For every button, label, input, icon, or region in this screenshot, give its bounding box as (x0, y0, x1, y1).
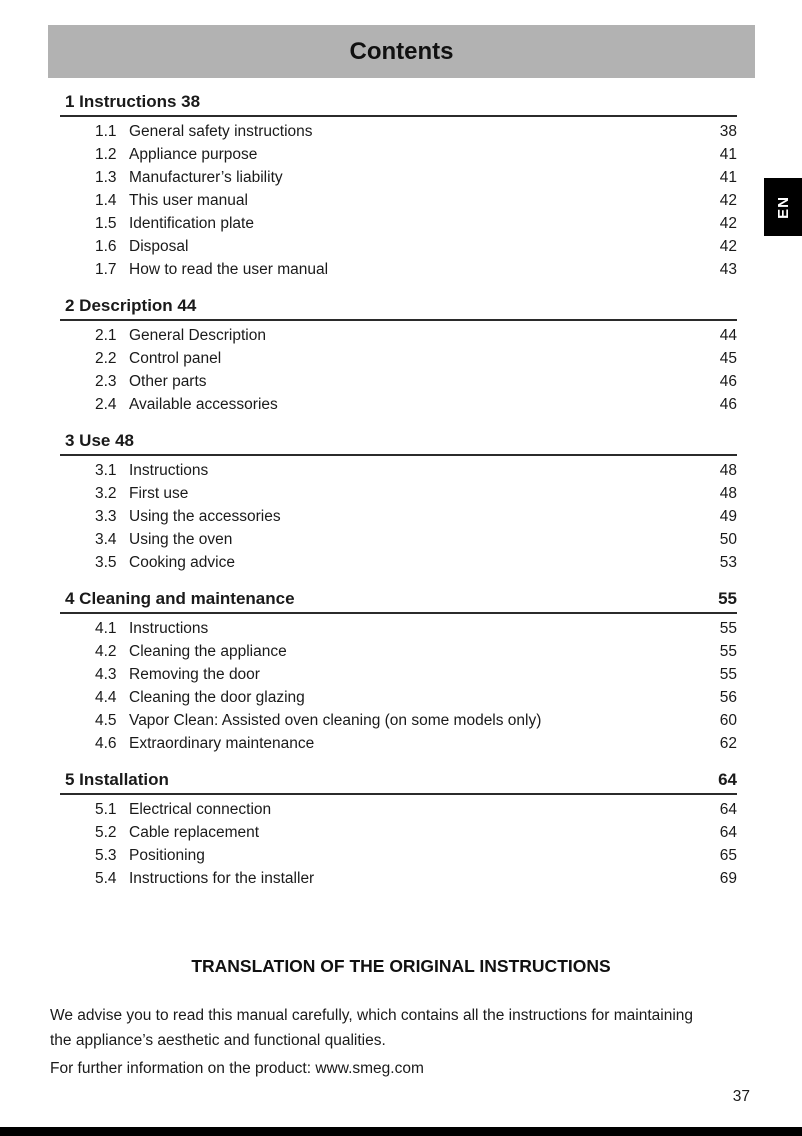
entry-page-number: 44 (719, 327, 737, 344)
entry-title: Appliance purpose (129, 146, 258, 163)
entry-title: Cable replacement (129, 824, 260, 841)
toc-section (60, 90, 737, 281)
toc-entry[interactable] (60, 821, 737, 844)
entry-title: Positioning (129, 847, 205, 864)
entry-page-number: 64 (719, 824, 737, 841)
entry-number: 2.3 (95, 373, 117, 390)
toc-entry[interactable] (60, 166, 737, 189)
toc-entry[interactable] (60, 640, 737, 663)
toc-entry[interactable] (60, 617, 737, 640)
section-heading-text: 5 Installation (65, 770, 169, 789)
entry-page-number: 65 (719, 847, 737, 864)
entry-number: 1.1 (95, 123, 117, 140)
toc-entry[interactable] (60, 120, 737, 143)
section-heading[interactable] (60, 429, 737, 456)
entry-title: Manufacturer’s liability (129, 169, 283, 186)
entry-number: 4.5 (95, 712, 117, 729)
section-heading[interactable] (60, 294, 737, 321)
entry-page-number: 50 (719, 531, 737, 548)
contents-header-bar (48, 25, 755, 78)
entry-page-number: 42 (719, 215, 737, 232)
entry-page-number: 41 (719, 146, 737, 163)
entry-number: 3.3 (95, 508, 117, 525)
entry-page-number: 41 (719, 169, 737, 186)
language-tab (764, 178, 802, 236)
entry-title: Identification plate (129, 215, 254, 232)
info-prefix-text: For further information on the product: (50, 1060, 316, 1077)
entry-number: 3.2 (95, 485, 117, 502)
toc-entry[interactable] (60, 189, 737, 212)
entry-page-number: 45 (719, 350, 737, 367)
toc-entry[interactable] (60, 551, 737, 574)
entry-page-number: 42 (719, 192, 737, 209)
entry-number: 4.1 (95, 620, 117, 637)
entry-page-number: 46 (719, 373, 737, 390)
entry-title: This user manual (129, 192, 248, 209)
entry-page-number: 53 (719, 554, 737, 571)
entry-number: 4.6 (95, 735, 117, 752)
toc-entry[interactable] (60, 459, 737, 482)
entry-number: 1.4 (95, 192, 117, 209)
entry-title: Control panel (129, 350, 222, 367)
entry-page-number: 38 (719, 123, 737, 140)
section-heading-text: 2 Description 44 (65, 296, 197, 315)
entry-page-number: 60 (719, 712, 737, 729)
entry-page-number: 48 (719, 462, 737, 479)
entry-number: 5.4 (95, 870, 117, 887)
entry-page-number: 46 (719, 396, 737, 413)
toc-entry[interactable] (60, 143, 737, 166)
entry-number: 1.5 (95, 215, 117, 232)
entry-title: Extraordinary maintenance (129, 735, 315, 752)
table-of-contents (60, 90, 737, 903)
toc-entry[interactable] (60, 212, 737, 235)
entry-number: 2.2 (95, 350, 117, 367)
section-page-number: 64 (718, 770, 737, 789)
toc-entry[interactable] (60, 482, 737, 505)
entry-page-number: 55 (719, 643, 737, 660)
entry-number: 5.3 (95, 847, 117, 864)
entry-number: 1.7 (95, 261, 117, 278)
entry-title: Cleaning the door glazing (129, 689, 305, 706)
section-page-number: 55 (718, 589, 737, 608)
entry-title: Available accessories (129, 396, 278, 413)
section-heading[interactable] (60, 587, 737, 614)
entry-page-number: 48 (719, 485, 737, 502)
entry-title: First use (129, 485, 189, 502)
toc-entry[interactable] (60, 663, 737, 686)
entry-title: Instructions (129, 462, 209, 479)
entry-title: Instructions (129, 620, 209, 637)
page-number: 37 (732, 1088, 750, 1105)
entry-title: General safety instructions (129, 123, 313, 140)
entry-page-number: 55 (719, 666, 737, 683)
entry-title: Other parts (129, 373, 207, 390)
entry-number: 3.1 (95, 462, 117, 479)
entry-title: Disposal (129, 238, 189, 255)
toc-section (60, 429, 737, 574)
entry-number: 5.2 (95, 824, 117, 841)
entry-page-number: 42 (719, 238, 737, 255)
toc-entry[interactable] (60, 732, 737, 755)
page-title: Contents (349, 37, 454, 65)
bottom-edge-bar (0, 1127, 802, 1136)
toc-entry[interactable] (60, 798, 737, 821)
entry-number: 4.3 (95, 666, 117, 683)
toc-entry[interactable] (60, 844, 737, 867)
entry-number: 4.2 (95, 643, 117, 660)
entry-title: Vapor Clean: Assisted oven cleaning (on some models only) (129, 712, 542, 729)
entry-title: How to read the user manual (129, 261, 329, 278)
section-heading-text: 1 Instructions 38 (65, 92, 201, 111)
entry-title: General Description (129, 327, 266, 344)
toc-section (60, 587, 737, 755)
toc-entry[interactable] (60, 324, 737, 347)
entry-title: Instructions for the installer (129, 870, 315, 887)
section-heading[interactable] (60, 90, 737, 117)
entry-title: Removing the door (129, 666, 260, 683)
entry-number: 4.4 (95, 689, 117, 706)
entry-page-number: 56 (719, 689, 737, 706)
toc-entry[interactable] (60, 709, 737, 732)
advice-paragraph: We advise you to read this manual carefully, which contains all the instructions for maintaining the appliance’s aesthetic and functional qualities. (50, 1007, 694, 1049)
section-heading-text: 3 Use 48 (65, 431, 134, 450)
toc-entry[interactable] (60, 347, 737, 370)
language-tab-label: EN (774, 195, 792, 219)
entry-number: 1.2 (95, 146, 117, 163)
entry-number: 3.5 (95, 554, 117, 571)
entry-number: 5.1 (95, 801, 117, 818)
entry-page-number: 69 (719, 870, 737, 887)
toc-section (60, 768, 737, 890)
entry-title: Electrical connection (129, 801, 272, 818)
entry-number: 2.1 (95, 327, 117, 344)
toc-entry[interactable] (60, 393, 737, 416)
entry-page-number: 55 (719, 620, 737, 637)
entry-number: 2.4 (95, 396, 117, 413)
entry-page-number: 43 (719, 261, 737, 278)
section-heading-text: 4 Cleaning and maintenance (65, 589, 295, 608)
translation-heading: TRANSLATION OF THE ORIGINAL INSTRUCTIONS (191, 956, 611, 976)
entry-number: 1.3 (95, 169, 117, 186)
entry-page-number: 49 (719, 508, 737, 525)
toc-entry[interactable] (60, 258, 737, 281)
section-heading[interactable] (60, 768, 737, 795)
toc-section (60, 294, 737, 416)
smeg-url[interactable]: www.smeg.com (315, 1060, 424, 1077)
entry-title: Using the accessories (129, 508, 281, 525)
toc-entry[interactable] (60, 528, 737, 551)
toc-entry[interactable] (60, 505, 737, 528)
entry-title: Cooking advice (129, 554, 235, 571)
entry-page-number: 62 (719, 735, 737, 752)
toc-entry[interactable] (60, 370, 737, 393)
toc-entry[interactable] (60, 235, 737, 258)
entry-number: 3.4 (95, 531, 117, 548)
entry-title: Using the oven (129, 531, 233, 548)
toc-entry[interactable] (60, 686, 737, 709)
entry-title: Cleaning the appliance (129, 643, 287, 660)
entry-page-number: 64 (719, 801, 737, 818)
toc-entry[interactable] (60, 867, 737, 890)
info-paragraph (50, 1056, 698, 1081)
entry-number: 1.6 (95, 238, 117, 255)
